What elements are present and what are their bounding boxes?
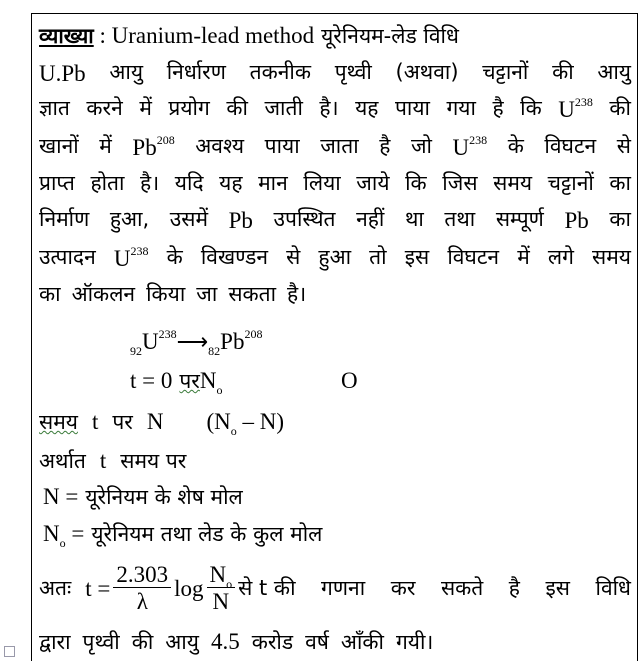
para-word: उपस्थित	[273, 207, 336, 231]
para-word: आयु	[165, 630, 199, 654]
t0-zero: O	[341, 368, 358, 393]
para-word: जो	[410, 134, 432, 158]
paste-options-icon[interactable]	[4, 646, 15, 657]
para-word: नहीं	[356, 207, 385, 231]
para-word: है।	[287, 282, 307, 306]
para-word: प्रयोग	[168, 96, 210, 120]
formula-trailing	[238, 575, 631, 600]
u-atomic-number: 92	[130, 344, 142, 358]
t-line	[39, 409, 285, 438]
para-word: चट्टानों	[547, 171, 594, 195]
arrow-icon: ⟶	[176, 329, 209, 354]
para-word: है।	[140, 171, 160, 195]
para-word: इस	[404, 245, 430, 269]
atah-word: अतः	[39, 575, 72, 600]
t0-text: t = 0	[130, 368, 173, 393]
para-word: होता	[90, 171, 125, 195]
para-word: निर्माण	[39, 207, 90, 231]
para-word: खानों	[39, 134, 79, 158]
u-symbol: U	[142, 329, 159, 354]
pb-atomic-number: 82	[208, 344, 221, 358]
para-word: यह	[219, 171, 243, 195]
para-word: मान	[258, 171, 288, 195]
para-word: है।	[319, 96, 339, 120]
para-word: का	[39, 282, 61, 306]
para-word: तथा	[444, 207, 476, 231]
arthat-line	[39, 449, 186, 473]
para-word: कि	[520, 96, 542, 120]
heading	[39, 24, 459, 48]
para-word: का	[609, 171, 631, 195]
para-line-5	[39, 209, 631, 232]
def-n0-symbol: N	[43, 521, 60, 546]
para-word: के	[507, 134, 524, 158]
para-line-6	[39, 244, 631, 271]
para-word: जाती	[264, 96, 303, 120]
u238-inline: $U^{238}$	[558, 95, 593, 122]
para-word: पाया	[264, 134, 300, 158]
para-word: तकनीक	[249, 60, 311, 84]
para-word: द्वारा	[39, 630, 71, 654]
para-line-7	[39, 284, 306, 306]
para-word: से	[286, 245, 301, 269]
para-word: तो	[369, 245, 387, 269]
def-n0-rhs: यूरेनियम तथा लेड के कुल मोल	[91, 522, 323, 546]
para-word: विघटन	[544, 134, 597, 158]
arthat-rest: समय पर	[120, 449, 187, 473]
para-word: जा	[196, 282, 218, 306]
para-line-1	[39, 62, 631, 85]
para-line-2	[39, 95, 631, 122]
para-word: लिया	[303, 171, 341, 195]
n-symbol: N	[199, 368, 217, 393]
para-word: करने	[86, 96, 123, 120]
par-word: पर	[179, 369, 200, 393]
para-word: की	[131, 630, 154, 654]
para-word: सकते	[440, 575, 484, 600]
para-word: विखण्डन	[200, 245, 268, 269]
para-word: कर	[390, 575, 416, 600]
para-word: था	[404, 207, 424, 231]
para-word: पृथ्वी	[82, 630, 120, 654]
para-word: ज्ञात	[39, 96, 70, 120]
definition-n0	[43, 521, 323, 550]
samay-word: समय	[39, 410, 78, 434]
formula-lhs: t =	[85, 575, 111, 601]
pb-inline: Pb	[228, 208, 253, 233]
u238-inline: $U^{238}$	[113, 244, 149, 271]
para-word: की	[552, 60, 574, 84]
para-word: करोड	[251, 630, 294, 654]
para-word: U.Pb	[39, 61, 86, 86]
para-word: सम्पूर्ण	[495, 207, 544, 231]
u-mass: 238	[158, 327, 177, 341]
para-word: विघटन	[447, 245, 500, 269]
fraction-denominator: λ	[136, 589, 148, 614]
para-word: लगे	[547, 245, 574, 269]
para-word: उत्पादन	[39, 245, 96, 269]
pb-symbol: Pb	[220, 329, 245, 354]
para-word: पृथ्वी	[334, 60, 372, 84]
heading-colon: :	[93, 23, 112, 48]
t0-line	[130, 368, 223, 397]
para-word: पाया	[394, 96, 430, 120]
para-word: गणना	[321, 575, 366, 600]
para-word: के	[166, 245, 183, 269]
fraction-constant	[113, 563, 171, 613]
para-word: हुआ,	[109, 207, 150, 231]
para-word: विधि	[595, 575, 631, 600]
para-word: यदि	[174, 171, 204, 195]
arthat-word: अर्थात	[39, 449, 86, 473]
para-word: का	[609, 207, 631, 231]
n-diff-expr: $(N_o - N)$	[206, 409, 285, 438]
pb-inline: Pb	[564, 208, 589, 233]
def-n-rhs: यूरेनियम के शेष मोल	[85, 485, 243, 509]
para-word: में	[139, 96, 152, 120]
para-line-4	[39, 173, 631, 194]
para-word: चट्टानों	[482, 60, 529, 84]
def-n0-eq: =	[65, 521, 85, 546]
para-word: है	[508, 575, 520, 600]
para-word: में	[99, 134, 112, 158]
par-word: पर	[112, 410, 133, 434]
para-word: है	[492, 96, 504, 120]
para-word: कि	[405, 171, 427, 195]
heading-title-en: Uranium-lead method	[111, 23, 315, 48]
ratio-denominator: N	[212, 589, 230, 614]
para-word: यह	[355, 96, 379, 120]
para-word: वर्ष	[305, 630, 329, 654]
last-line	[39, 630, 433, 654]
para-word: गयी।	[395, 630, 434, 654]
para-word: आयु	[597, 60, 631, 84]
para-word: गया	[446, 96, 476, 120]
para-word: (अथवा)	[395, 60, 459, 84]
t-symbol: t	[99, 448, 107, 473]
def-n0-subscript: o	[59, 536, 66, 550]
t-symbol: t	[91, 409, 99, 434]
para-word: है	[379, 134, 391, 158]
para-word: हुआ	[318, 245, 352, 269]
log-word: log	[174, 575, 204, 601]
para-word: की	[609, 96, 631, 120]
para-word: जिस	[442, 171, 478, 195]
pb-mass: 208	[244, 327, 263, 341]
para-word: समय	[493, 171, 533, 195]
para-word: ऑकलन	[71, 282, 136, 306]
para-word: आयु	[109, 60, 144, 84]
para-word: सकता	[228, 282, 277, 306]
para-word: प्राप्त	[39, 171, 75, 195]
ratio-numerator: $N_o$	[207, 563, 236, 588]
decay-reaction	[130, 327, 263, 358]
para-word: आँकी	[340, 630, 384, 654]
fraction-numerator: 2.303	[113, 563, 171, 588]
fraction-ratio	[207, 563, 236, 613]
para-word: में	[517, 245, 530, 269]
para-word: की	[226, 96, 248, 120]
n-symbol: N	[146, 409, 164, 434]
n-subscript: o	[216, 383, 223, 397]
para-word: समय	[592, 245, 631, 269]
para-word: जाता	[320, 134, 359, 158]
u238-inline: $U^{238}$	[452, 133, 488, 160]
def-n-lhs: N =	[43, 484, 79, 509]
heading-label: व्याख्या	[39, 24, 94, 48]
para-word: उसमें	[169, 207, 209, 231]
para-word: से	[616, 134, 631, 158]
para-word: 4.5	[210, 629, 240, 654]
definition-n	[43, 485, 243, 509]
para-word: जाये	[356, 171, 390, 195]
para-word: से t की	[238, 575, 296, 600]
para-word: निर्धारण	[166, 60, 226, 84]
para-word: इस	[545, 575, 570, 600]
pb208-inline: Pb$^{208}$	[132, 133, 175, 160]
para-line-3	[39, 133, 631, 160]
para-word: अवश्य	[195, 134, 245, 158]
heading-title-hi: यूरेनियम-लेड विधि	[321, 24, 459, 48]
formula-line	[39, 563, 631, 613]
para-word: किया	[146, 282, 186, 306]
